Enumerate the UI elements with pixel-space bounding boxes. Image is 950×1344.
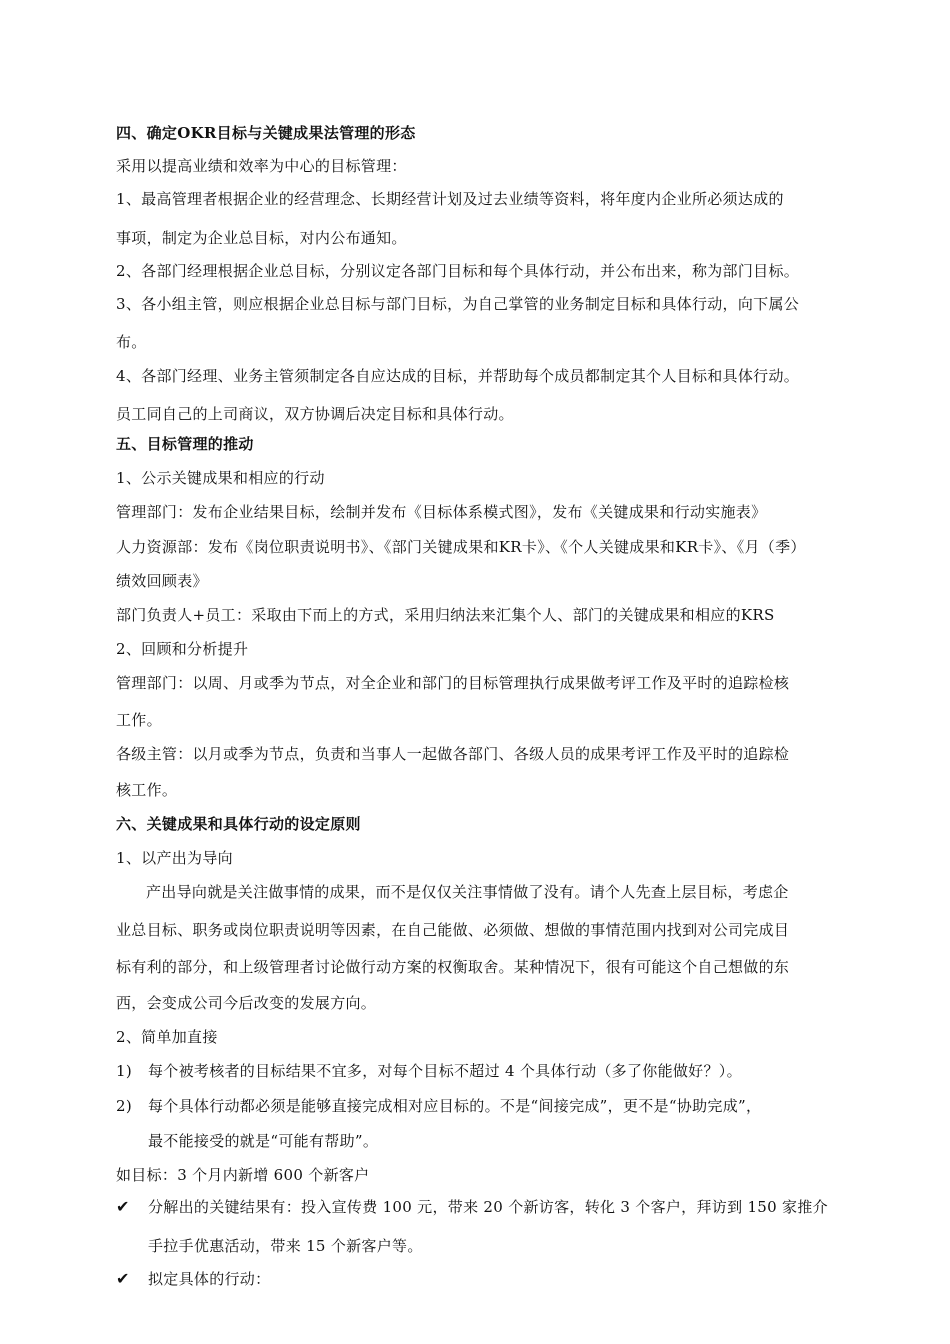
section-4-item-4-line-1: 4、各部门经理、业务主管须制定各自应达成的目标，并帮助每个成员都制定其个人目标和具体行动。: [116, 367, 800, 385]
section-4-item-3-line-1: 3、各小组主管，则应根据企业总目标与部门目标，为自己掌管的业务制定目标和具体行动，向下属公: [116, 295, 800, 313]
section-5-sub-2: 2、回顾和分析提升: [116, 640, 249, 658]
section-4-intro: 采用以提高业绩和效率为中心的目标管理：: [116, 157, 407, 175]
section-5-heading: 五、目标管理的推动: [116, 435, 254, 453]
check-mark-icon: ✔: [116, 1269, 130, 1288]
numbered-item-2-line-2: 最不能接受的就是“可能有帮助”。: [148, 1132, 379, 1150]
section-5-mgmt-line: 管理部门：发布企业结果目标，绘制并发布《目标体系模式图》，发布《关键成果和行动实施表》: [116, 503, 767, 521]
example-line: 如目标：3 个月内新增 600 个新客户: [116, 1166, 370, 1184]
numbered-item-2-line-1: 每个具体行动都必须是能够直接完成相对应目标的。不是“间接完成”，更不是“协助完成”，: [148, 1097, 762, 1115]
checklist-item-1-line-1: 分解出的关键结果有：投入宣传费 100 元，带来 20 个新访客，转化 3 个客户，拜访到 150 家推介: [148, 1198, 828, 1216]
section-6-sub-2: 2、简单加直接: [116, 1028, 218, 1046]
check-mark-icon: ✔: [116, 1197, 130, 1216]
section-5-hr-line-1: 人力资源部：发布《岗位职责说明书》、《部门关键成果和KR卡》、《个人关键成果和KR卡》、《月（季）: [116, 538, 806, 556]
section-4-item-3-line-2: 布。: [116, 333, 147, 351]
section-5-sub-1: 1、公示关键成果和相应的行动: [116, 469, 325, 487]
section-4-heading: 四、确定OKR目标与关键成果法管理的形态: [116, 124, 416, 142]
section-5-manager-line-1: 各级主管：以月或季为节点，负责和当事人一起做各部门、各级人员的成果考评工作及平时的追踪检: [116, 745, 790, 763]
numbered-item-2-number: 2): [116, 1097, 132, 1115]
section-5-hr-line-2: 绩效回顾表》: [116, 572, 208, 590]
numbered-item-1-text: 每个被考核者的目标结果不宜多，对每个目标不超过 4 个具体行动（多了你能做好？）。: [148, 1062, 742, 1080]
section-6-paragraph-line-1: 产出导向就是关注做事情的成果，而不是仅仅关注事情做了没有。请个人先查上层目标，考虑企: [146, 883, 789, 901]
checklist-item-1-line-2: 手拉手优惠活动，带来 15 个新客户等。: [148, 1237, 423, 1255]
section-6-paragraph-line-4: 西，会变成公司今后改变的发展方向。: [116, 994, 377, 1012]
section-5-dept-line: 部门负责人+员工：采取由下而上的方式，采用归纳法来汇集个人、部门的关键成果和相应的KRS: [116, 606, 775, 624]
numbered-item-1-number: 1): [116, 1062, 132, 1080]
section-4-item-1-line-2: 事项，制定为企业总目标，对内公布通知。: [116, 229, 407, 247]
section-4-item-2: 2、各部门经理根据企业总目标，分别议定各部门目标和每个具体行动，并公布出来，称为部门目标。: [116, 262, 800, 280]
section-4-item-4-line-2: 员工同自己的上司商议，双方协调后决定目标和具体行动。: [116, 405, 514, 423]
checklist-item-2: 拟定具体的行动：: [148, 1270, 271, 1288]
section-6-paragraph-line-3: 标有利的部分，和上级管理者讨论做行动方案的权衡取舍。某种情况下，很有可能这个自己想做的东: [116, 958, 790, 976]
section-5-review-line-1: 管理部门：以周、月或季为节点，对全企业和部门的目标管理执行成果做考评工作及平时的追踪检核: [116, 674, 790, 692]
section-5-manager-line-2: 核工作。: [116, 781, 178, 799]
section-6-heading: 六、关键成果和具体行动的设定原则: [116, 815, 361, 833]
section-5-review-line-2: 工作。: [116, 711, 162, 729]
section-6-paragraph-line-2: 业总目标、职务或岗位职责说明等因素，在自己能做、必须做、想做的事情范围内找到对公司完成目: [116, 921, 790, 939]
section-6-sub-1: 1、以产出为导向: [116, 849, 233, 867]
section-4-item-1-line-1: 1、最高管理者根据企业的经营理念、长期经营计划及过去业绩等资料，将年度内企业所必须达成的: [116, 190, 784, 208]
